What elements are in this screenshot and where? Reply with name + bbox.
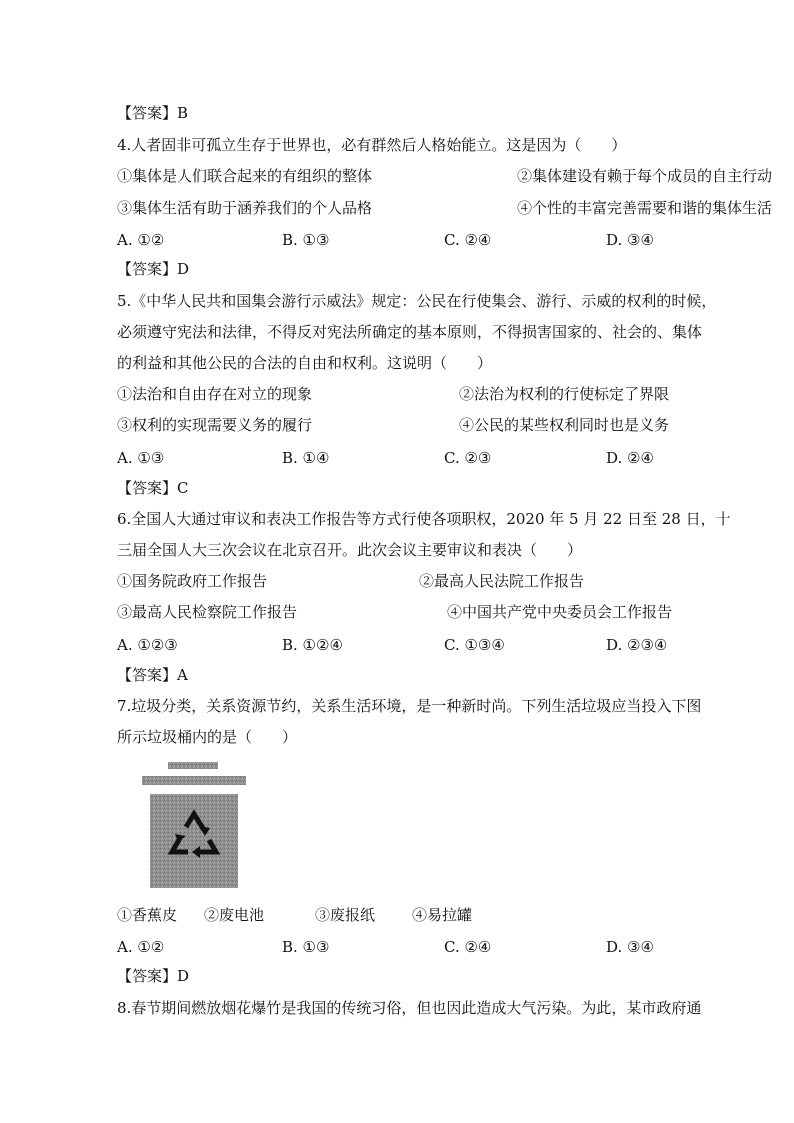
- answer-q3: 【答案】B: [117, 104, 189, 122]
- q4-option-b: B. ①③: [282, 231, 330, 249]
- question-5-line2: 必须遵守宪法和法律，不得反对宪法所确定的基本原则，不得损害国家的、社会的、集体: [117, 323, 703, 341]
- q6-option-b: B. ①②④: [282, 636, 343, 654]
- q4-statement-1: ①集体是人们联合起来的有组织的整体: [117, 167, 373, 185]
- question-5-line3: 的利益和其他公民的合法的自由和权利。这说明（ ）: [117, 354, 493, 372]
- q5-statement-3: ③权利的实现需要义务的履行: [117, 416, 313, 434]
- q4-option-a: A. ①②: [117, 231, 165, 249]
- answer-q5: 【答案】C: [117, 479, 189, 497]
- q7-option-d: D. ③④: [606, 938, 654, 956]
- q7-statement-2: ②废电池: [204, 906, 265, 924]
- question-8-line1: 8.春节期间燃放烟花爆竹是我国的传统习俗，但也因此造成大气污染。为此，某市政府通: [117, 999, 702, 1017]
- q6-statement-2: ②最高人民法院工作报告: [419, 572, 585, 590]
- q4-statement-2: ②集体建设有赖于每个成员的自主行动: [517, 167, 773, 185]
- q5-option-d: D. ②④: [606, 449, 654, 467]
- q5-option-a: A. ①③: [117, 449, 165, 467]
- q7-option-a: A. ①②: [117, 938, 165, 956]
- q5-statements-row2: [117, 415, 670, 435]
- q6-statements-row1: [117, 571, 585, 591]
- answer-q4: 【答案】D: [117, 260, 190, 278]
- q6-option-a: A. ①②③: [117, 636, 178, 654]
- answer-q6: 【答案】A: [117, 666, 188, 684]
- q4-option-c: C. ②④: [444, 231, 492, 249]
- question-4-stem: 4.人者固非可孤立生存于世界也，必有群然后人格始能立。这是因为（ ）: [117, 136, 627, 154]
- q4-statement-4: ④个性的丰富完善需要和谐的集体生活: [517, 199, 773, 217]
- q4-statements-row1: [117, 166, 773, 186]
- q7-statement-4: ④易拉罐: [412, 906, 473, 924]
- q4-statement-3: ③集体生活有助于涵养我们的个人品格: [117, 199, 373, 217]
- q6-statement-4: ④中国共产党中央委员会工作报告: [447, 603, 673, 621]
- answer-q7: 【答案】D: [117, 967, 190, 985]
- q6-statement-1: ①国务院政府工作报告: [117, 572, 268, 590]
- q6-option-c: C. ①③④: [444, 636, 505, 654]
- q5-statement-2: ②法治为权利的行使标定了界限: [459, 385, 670, 403]
- q7-option-c: C. ②④: [444, 938, 492, 956]
- q4-option-d: D. ③④: [606, 231, 654, 249]
- q7-statement-1: ①香蕉皮: [117, 906, 178, 924]
- q7-option-b: B. ①③: [282, 938, 330, 956]
- q5-option-c: C. ②③: [444, 449, 492, 467]
- q5-option-b: B. ①④: [282, 449, 330, 467]
- q5-statement-1: ①法治和自由存在对立的现象: [117, 385, 313, 403]
- q7-statement-3: ③废报纸: [315, 906, 376, 924]
- question-6-line1: 6.全国人大通过审议和表决工作报告等方式行使各项职权，2020 年 5 月 22 日至 28 日，十: [117, 510, 731, 528]
- q6-option-d: D. ②③④: [606, 636, 668, 654]
- q6-statement-3: ③最高人民检察院工作报告: [117, 603, 298, 621]
- recycle-bin-icon: [142, 762, 246, 888]
- q6-statements-row2: [117, 602, 673, 622]
- question-6-line2: 三届全国人大三次会议在北京召开。此次会议主要审议和表决（ ）: [117, 541, 583, 559]
- question-7-line1: 7.垃圾分类，关系资源节约，关系生活环境，是一种新时尚。下列生活垃圾应当投入下图: [117, 697, 702, 715]
- q4-statements-row2: [117, 198, 773, 218]
- q5-statements-row1: [117, 384, 670, 404]
- question-5-line1: 5.《中华人民共和国集会游行示威法》规定：公民在行使集会、游行、示威的权利的时候，: [117, 292, 717, 310]
- q5-statement-4: ④公民的某些权利同时也是义务: [459, 416, 670, 434]
- q7-statements-row: [117, 905, 473, 925]
- question-7-line2: 所示垃圾桶内的是（ ）: [117, 728, 298, 746]
